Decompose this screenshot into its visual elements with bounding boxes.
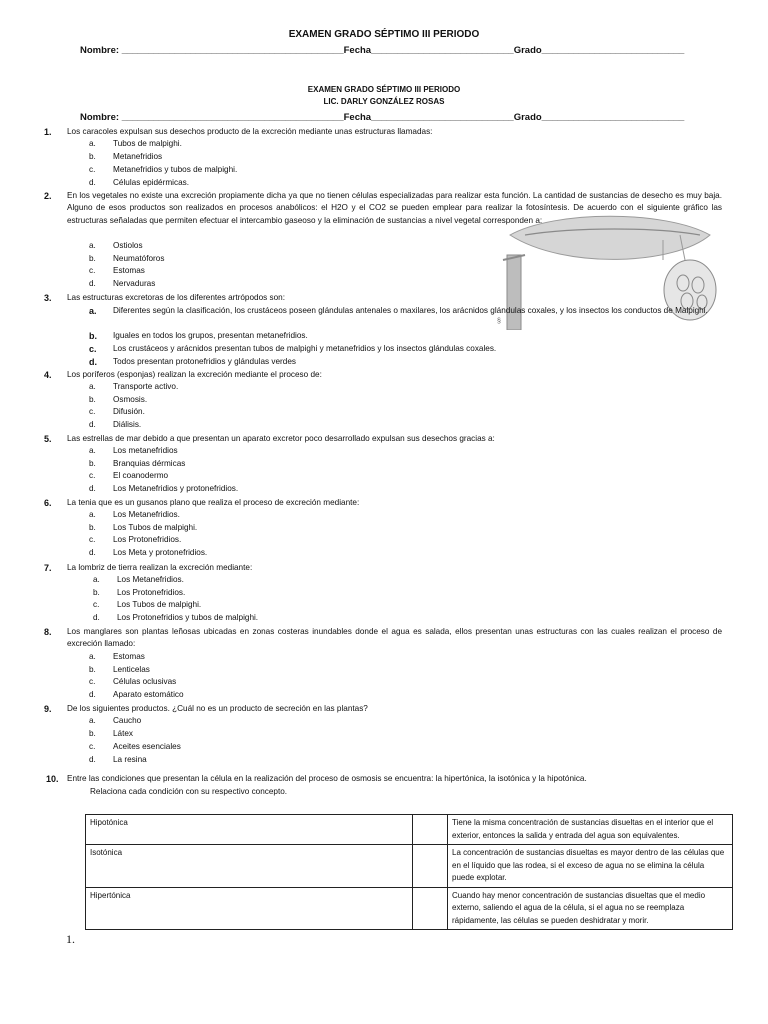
option: d. La resina bbox=[89, 755, 147, 764]
question-text: Entre las condiciones que presentan la célula en la realización del proceso de osmosis se encuentra: la hipertónica, la isotónica y la hipotónica. bbox=[67, 774, 587, 783]
option: b. Metanefridios bbox=[89, 152, 163, 161]
table-row bbox=[86, 815, 733, 845]
figure-mark: § bbox=[497, 318, 501, 325]
table-row bbox=[86, 887, 733, 930]
option: d. Los Metanefridios y protonefridios. bbox=[89, 484, 239, 493]
question-number: 5. bbox=[44, 434, 52, 444]
question-10-instruction: Relaciona cada condición con su respectivo concepto. bbox=[90, 787, 288, 796]
option: a. Los metanefridios bbox=[89, 446, 178, 455]
question-text: Los caracoles expulsan sus desechos producto de la excreción mediante unas estructuras llamadas: bbox=[67, 127, 433, 136]
option: c. El coanodermo bbox=[89, 471, 169, 480]
option: c. Los crustáceos y arácnidos presentan tubos de malpighi y metanefridios y los insectos glándulas coxales. bbox=[89, 344, 497, 354]
term-cell: Isotónica bbox=[86, 845, 413, 888]
option: b. Los Protonefridios. bbox=[93, 588, 186, 597]
option: c. Aceites esenciales bbox=[89, 742, 181, 751]
matching-table bbox=[85, 814, 733, 930]
teacher-name: LIC. DARLY GONZÁLEZ ROSAS bbox=[323, 97, 445, 106]
term-cell: Hipotónica bbox=[86, 815, 413, 845]
option: b. Neumatóforos bbox=[89, 254, 165, 263]
question-number: 4. bbox=[44, 370, 52, 380]
option: a. Caucho bbox=[89, 716, 142, 725]
answer-blank-cell[interactable] bbox=[413, 887, 448, 930]
concept-cell: Cuando hay menor concentración de sustancias disueltas que el medio externo, saliendo el agua de la célula, si el agua no se reemplaza rápidamente, las células se pueden deshidratar y morir. bbox=[448, 887, 733, 930]
option: d. Los Meta y protonefridios. bbox=[89, 548, 208, 557]
question-text: Las estrellas de mar debido a que presentan un aparato excretor poco desarrollado expulsan sus desechos gracias a: bbox=[67, 434, 495, 443]
question-text: La lombriz de tierra realizan la excreción mediante: bbox=[67, 563, 253, 572]
question-number: 9. bbox=[44, 704, 52, 714]
option: b. Látex bbox=[89, 729, 134, 738]
question-text: Los manglares son plantas leñosas ubicadas en zonas costeras inundables donde el agua es salada, ellos presentan unas estructuras con las cuales realizan el proceso de excreción llamado: bbox=[67, 627, 722, 649]
option: c. Metanefridios y tubos de malpighi. bbox=[89, 165, 238, 174]
option: b. Osmosis. bbox=[89, 395, 148, 404]
option: c. Estomas bbox=[89, 266, 145, 275]
option: b. Iguales en todos los grupos, presentan metanefridios. bbox=[89, 331, 308, 341]
exam-title-2: EXAMEN GRADO SÉPTIMO III PERIODO bbox=[307, 85, 461, 94]
question-number: 2. bbox=[44, 191, 52, 201]
option: d. Células epidérmicas. bbox=[89, 178, 189, 187]
option: a. Tubos de malpighi. bbox=[89, 139, 182, 148]
option: b. Los Tubos de malpighi. bbox=[89, 523, 198, 532]
question-number: 8. bbox=[44, 627, 52, 637]
option: d. Nervaduras bbox=[89, 279, 156, 288]
option: c. Difusión. bbox=[89, 407, 145, 416]
answer-blank-cell[interactable] bbox=[413, 815, 448, 845]
name-date-grade-line-2: Nombre: __________________________________________Fecha___________________________Grado___________________________ bbox=[80, 112, 685, 123]
concept-cell: La concentración de sustancias disueltas es mayor dentro de las células que en el líquido que las rodea, si el exceso de agua no se elimina la célula puede explotar. bbox=[448, 845, 733, 888]
question-text: De los siguientes productos. ¿Cuál no es un producto de secreción en las plantas? bbox=[67, 704, 368, 713]
option: b. Lenticelas bbox=[89, 665, 150, 674]
option: a. Estomas bbox=[89, 652, 145, 661]
answer-blank-cell[interactable] bbox=[413, 845, 448, 888]
question-number: 1. bbox=[44, 127, 52, 137]
option: d. Diálisis. bbox=[89, 420, 142, 429]
question-number: 6. bbox=[44, 498, 52, 508]
question-text: La tenia que es un gusanos plano que realiza el proceso de excreción mediante: bbox=[67, 498, 360, 507]
question-text: Los poríferos (esponjas) realizan la excreción mediante el proceso de: bbox=[67, 370, 322, 379]
question-number: 7. bbox=[44, 563, 52, 573]
name-date-grade-line-1: Nombre: __________________________________________Fecha___________________________Grado___________________________ bbox=[80, 45, 685, 56]
option: d. Aparato estomático bbox=[89, 690, 184, 699]
option: c. Células oclusivas bbox=[89, 677, 177, 686]
trailing-list-number: 1. bbox=[66, 932, 75, 946]
option: c. Los Tubos de malpighi. bbox=[93, 600, 202, 609]
option: a. Transporte activo. bbox=[89, 382, 179, 391]
table-row bbox=[86, 845, 733, 888]
option: a. Ostiolos bbox=[89, 241, 143, 250]
term-cell: Hipertónica bbox=[86, 887, 413, 930]
exam-title-1: EXAMEN GRADO SÉPTIMO III PERIODO bbox=[288, 29, 480, 40]
question-number: 3. bbox=[44, 293, 52, 303]
option: a. Los Metanefridios. bbox=[93, 575, 184, 584]
option: d. Los Protonefridios y tubos de malpighi. bbox=[93, 613, 259, 622]
option: c. Los Protonefridios. bbox=[89, 535, 182, 544]
option: b. Branquias dérmicas bbox=[89, 459, 186, 468]
concept-cell: Tiene la misma concentración de sustancias disueltas en el interior que el exterior, entonces la salida y entrada del agua son equivalentes. bbox=[448, 815, 733, 845]
question-text: En los vegetales no existe una excreción propiamente dicha ya que no tienen células especializadas para realizar esta función. La cantidad de sustancias de desecho es muy baja. Alguno de esos productos son realizados en procesos anabólicos: el H2O y el CO2 se pueden emplear para realizar la fotosíntesis. De acuerdo con el siguiente gráfico las estructuras señaladas que permiten efectuar el intercambio gaseoso y la eliminación de sustancias a nivel vegetal corresponden a: bbox=[67, 191, 722, 225]
option: a. Diferentes según la clasificación, los crustáceos poseen glándulas antenales o maxilares, los arácnidos glándulas coxales, y los insectos los conductos de Malpighi. bbox=[89, 306, 708, 316]
question-number: 10. bbox=[46, 774, 59, 784]
question-text: Las estructuras excretoras de los diferentes artrópodos son: bbox=[67, 293, 285, 302]
option: d. Todos presentan protonefridios y glándulas verdes bbox=[89, 357, 296, 367]
option: a. Los Metanefridios. bbox=[89, 510, 180, 519]
